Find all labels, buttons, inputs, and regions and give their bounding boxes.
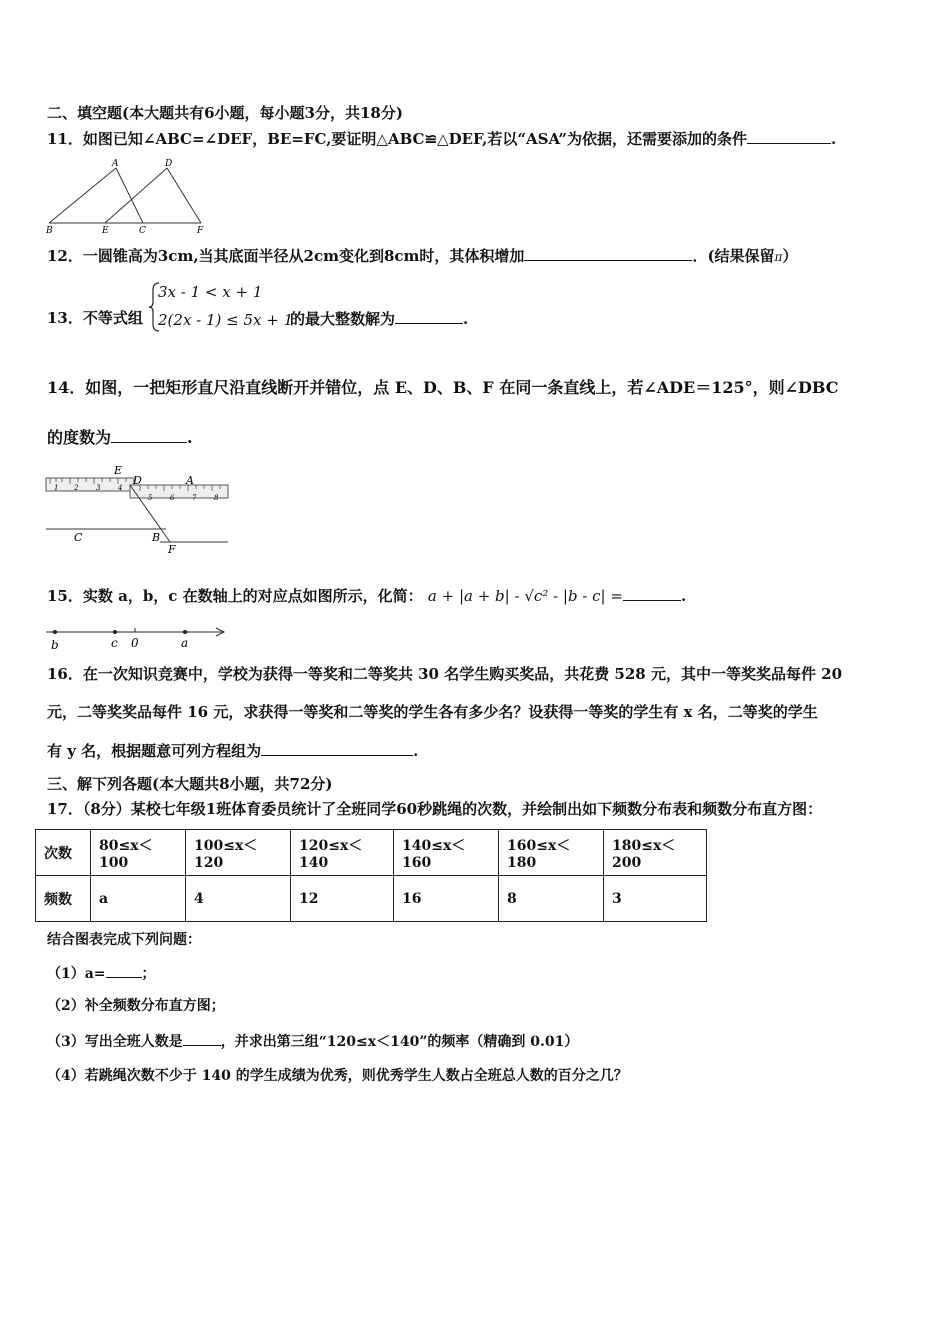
question-11-text: 11．如图已知∠ABC=∠DEF，BE=FC,要证明△ABC≌△DEF,若以“ASA”为依据，还需要添加的条件	[47, 130, 747, 148]
question-16-text: 有 y 名，根据题意可列方程组为	[47, 742, 262, 760]
question-13-prefix: 13．不等式组	[47, 309, 143, 327]
point-c	[113, 630, 117, 634]
ruler-tick-8: 8	[214, 494, 219, 502]
number-line-figure	[44, 622, 234, 652]
question-16-line2: 元，二等奖奖品每件 16 元，求获得一等奖和二等奖的学生各有多少名？设获得一等奖的学生有 x 名，二等奖的学生	[47, 703, 818, 721]
question-16-tail: .	[413, 742, 419, 760]
question-15	[47, 585, 686, 606]
ruler-tick-5: 5	[148, 494, 153, 502]
table-cell: a	[91, 876, 186, 922]
answer-blank-17-1[interactable]	[106, 962, 142, 978]
question-14-text: 的度数为	[47, 428, 112, 447]
question-17-sub4: （4）若跳绳次数不少于 140 的学生成绩为优秀，则优秀学生人数占全班总人数的百分之几？	[47, 1068, 628, 1084]
table-cell: 80≤x＜100	[91, 830, 186, 876]
table-row-frequencies	[36, 876, 707, 922]
ruler-tick-7: 7	[192, 494, 197, 502]
answer-blank-17-3[interactable]	[183, 1030, 221, 1046]
question-13-rest	[290, 308, 468, 329]
label-D: D	[165, 159, 173, 169]
axis-label-0: 0	[131, 636, 139, 650]
ruler-tick-3: 3	[96, 484, 101, 492]
table-cell: 120≤x＜140	[291, 830, 394, 876]
pi-symbol: π	[774, 250, 783, 264]
question-12-text: 12．一圆锥高为3cm,当其底面半径从2cm变化到8cm时，其体积增加	[47, 247, 525, 265]
ruler-figure	[44, 462, 234, 558]
section-2-heading: 二、填空题(本大题共有6小题，每小题3分，共18分)	[47, 104, 403, 122]
ruler-tick-6: 6	[170, 494, 175, 502]
table-cell: 180≤x＜200	[604, 830, 707, 876]
question-12	[47, 245, 797, 267]
table-cell: 3	[604, 876, 707, 922]
label-E: E	[114, 464, 123, 477]
inequality-2: 2(2x - 1) ≤ 5x + 1	[158, 311, 294, 329]
answer-blank-16[interactable]	[261, 740, 413, 756]
table-header-count: 次数	[36, 830, 91, 876]
segment-ac	[116, 168, 143, 223]
label-B: B	[46, 226, 53, 236]
answer-blank-15[interactable]	[623, 585, 681, 601]
question-15-text: 15．实数 a，b，c 在数轴上的对应点如图所示，化简：	[47, 587, 423, 605]
answer-blank-11[interactable]	[747, 128, 831, 144]
sub3-text-a: （3）写出全班人数是	[47, 1034, 183, 1050]
segment-ba	[49, 168, 116, 223]
label-E: E	[102, 226, 109, 236]
question-17-text: 17．（8分）某校七年级1班体育委员统计了全班同学60秒跳绳的次数，并绘制出如下频数分布表和频数分布直方图：	[47, 800, 823, 818]
point-b	[53, 630, 57, 634]
question-13-suffix: 的最大整数解为	[290, 310, 396, 328]
label-A: A	[186, 474, 194, 487]
question-17-sub3	[47, 1030, 578, 1052]
segment-ed	[105, 168, 167, 223]
question-16-line3	[47, 740, 418, 761]
table-row-intervals	[36, 830, 707, 876]
sub3-text-b: ，并求出第三组“120≤x＜140”的频率（精确到 0.01）	[220, 1034, 579, 1050]
ruler-tick-4: 4	[118, 484, 123, 492]
table-cell: 8	[499, 876, 604, 922]
question-14-line2	[47, 427, 193, 448]
ruler-tick-1: 1	[54, 484, 59, 492]
inequality-1: 3x - 1 < x + 1	[158, 283, 263, 301]
question-13-tail: .	[463, 310, 469, 328]
question-16-line1: 16．在一次知识竞赛中，学校为获得一等奖和二等奖共 30 名学生购买奖品，共花费 528 元，其中一等奖奖品每件 20	[47, 665, 843, 683]
axis-label-b: b	[51, 638, 59, 652]
question-12-close: ）	[782, 247, 798, 265]
axis-label-c: c	[111, 636, 118, 650]
question-12-tail: ．(结果保留	[692, 247, 775, 265]
label-F: F	[197, 226, 204, 236]
answer-blank-12[interactable]	[524, 245, 692, 261]
table-header-frequency: 频数	[36, 876, 91, 922]
question-17-sub1	[47, 962, 156, 984]
table-cell: 12	[291, 876, 394, 922]
triangles-figure	[44, 156, 214, 236]
label-C: C	[139, 226, 146, 236]
answer-blank-14[interactable]	[111, 427, 187, 443]
question-14-line1: 14．如图，一把矩形直尺沿直线断开并错位，点 E、D、B、F 在同一条直线上，若∠ADE＝125°，则∠DBC	[47, 378, 839, 397]
question-11-tail: .	[831, 130, 837, 148]
question-14-tail: .	[187, 428, 193, 447]
question-17-sub2: （2）补全频数分布直方图；	[47, 998, 225, 1014]
label-D: D	[133, 474, 142, 487]
table-cell: 140≤x＜160	[394, 830, 499, 876]
frequency-table	[35, 829, 707, 922]
label-F: F	[168, 543, 176, 556]
segment-df	[167, 168, 201, 223]
table-cell: 100≤x＜120	[186, 830, 291, 876]
axis-label-a: a	[181, 636, 189, 650]
point-a	[183, 630, 187, 634]
label-A: A	[112, 159, 119, 169]
sub1-tail: ；	[141, 966, 156, 982]
label-C: C	[74, 531, 83, 544]
label-B: B	[152, 531, 161, 544]
question-15-tail: .	[680, 587, 687, 605]
sub1-text: （1）a=	[47, 966, 106, 982]
table-cell: 16	[394, 876, 499, 922]
question-17-intro: 结合图表完成下列问题：	[47, 932, 201, 948]
table-cell: 4	[186, 876, 291, 922]
question-11	[47, 128, 836, 149]
ruler-tick-2: 2	[74, 484, 79, 492]
question-15-expression: a + |a + b| - √c² - |b - c| =	[427, 587, 623, 605]
section-3-heading: 三、解下列各题(本大题共8小题，共72分)	[47, 775, 333, 793]
table-cell: 160≤x＜180	[499, 830, 604, 876]
answer-blank-13[interactable]	[395, 308, 463, 324]
